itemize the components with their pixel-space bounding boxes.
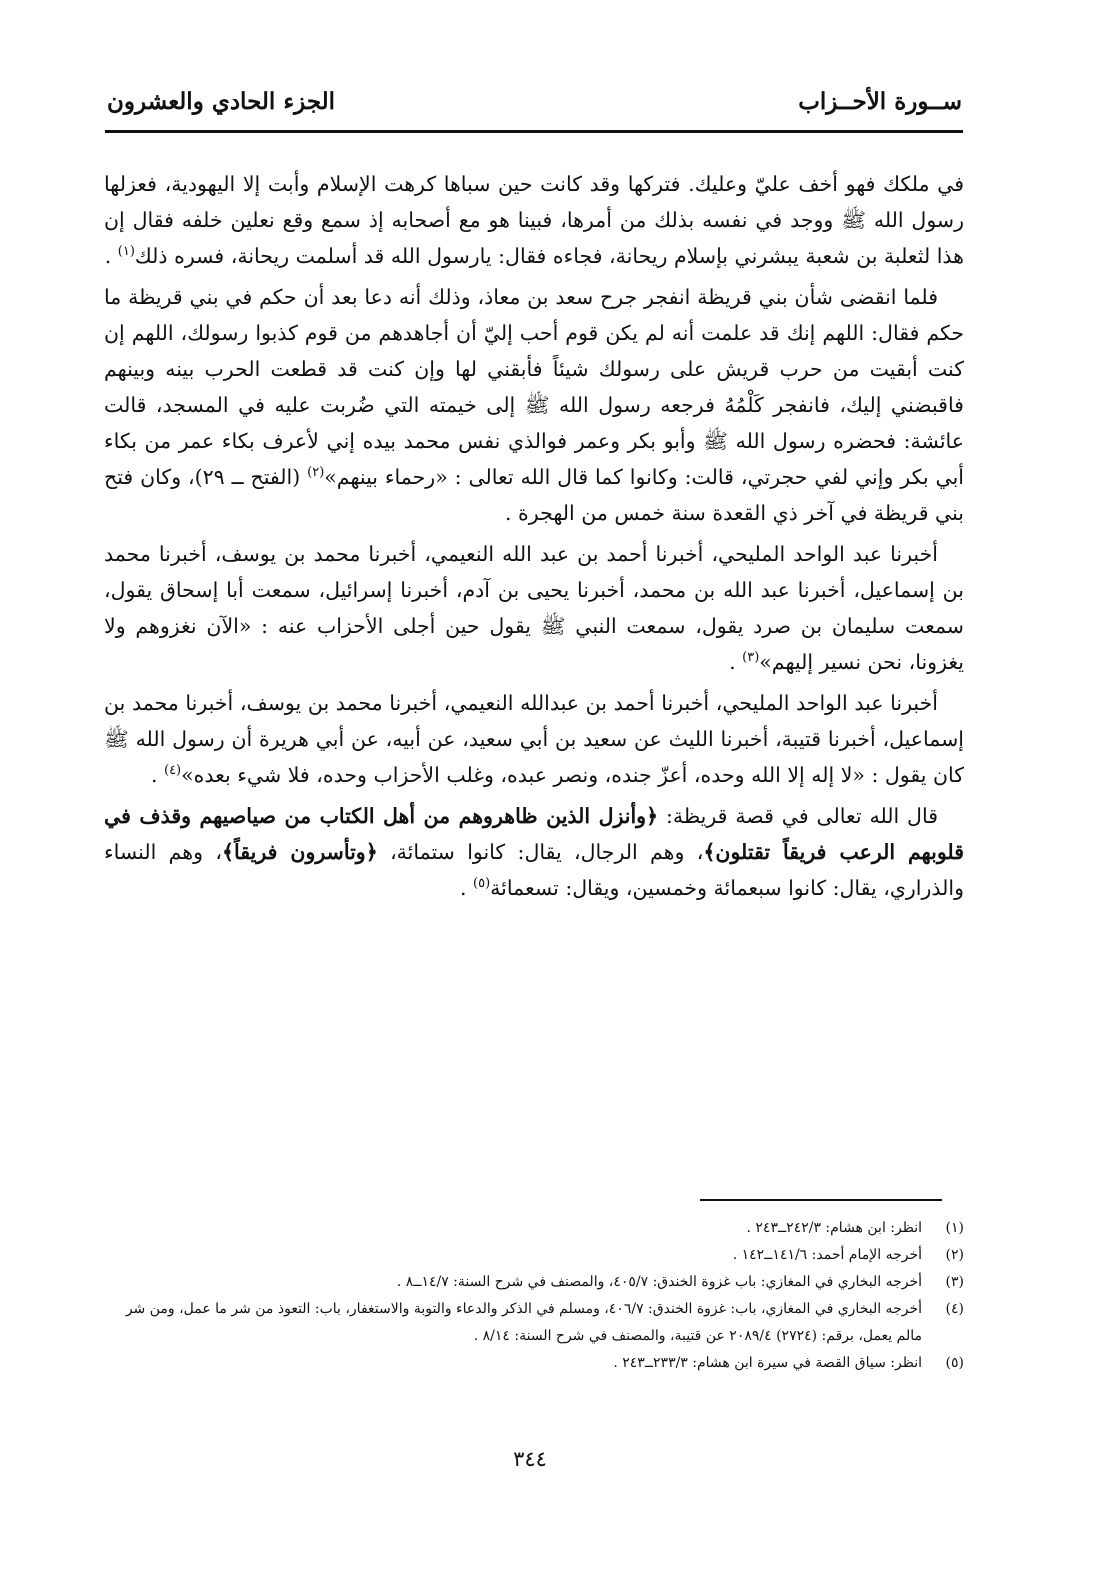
paragraph-3-text: أخبرنا عبد الواحد المليحي، أخبرنا أحمد بن عبد الله النعيمي، أخبرنا محمد بن يوسف، أخبرنا محمد بن إسماعيل، أخبرنا عبد الله بن محمد، أخبرنا يحيى بن آدم، أخبرنا إسرائيل، سمعت أبا إسحاق يقول، سمعت سليمان بن صرد يقول، سمعت النبي ﷺ يقول حين أجلى الأحزاب عنه : «الآن نغزوهم ولا يغزونا، نحن نسير إليهم» <box>104 542 964 674</box>
footnote <box>104 1269 964 1296</box>
footnote-number: (٢) <box>945 1247 964 1263</box>
header-rule <box>105 130 963 133</box>
paragraph-4-text: أخبرنا عبد الواحد المليحي، أخبرنا أحمد بن عبدالله النعيمي، أخبرنا محمد بن يوسف، أخبرنا محمد بن إسماعيل، أخبرنا قتيبة، أخبرنا الليث عن سعيد بن أبي سعيد، عن أبيه، عن أبي هريرة أن رسول الله ﷺ كان يقول : «لا إله إلا الله وحده، أعزّ جنده، ونصر عبده، وغلب الأحزاب وحده، فلا شيء بعده» <box>104 691 964 787</box>
footnote-text: أخرجه البخاري في المغازي: باب غزوة الخندق: ٤٠٥/٧، والمصنف في شرح السنة: ١٤/٧ــ٨ . <box>396 1274 922 1290</box>
paragraph-1-text: في ملكك فهو أخف عليّ وعليك. فتركها وقد كانت حين سباها كرهت الإسلام وأبت إلا اليهودية، فعزلها رسول الله ﷺ ووجد في نفسه بذلك من أمرها، فبينا هو مع أصحابه إذ سمع وقع نعلين خلفه فقال إن هذا لثعلبة بن شعبة يبشرني بإسلام ريحانة، فجاءه فقال: يارسول الله قد أسلمت ريحانة، فسره ذلك <box>104 172 964 268</box>
footnote-number: (٣) <box>945 1274 964 1290</box>
footnote-rule <box>700 1199 942 1201</box>
paragraph-2 <box>104 279 964 531</box>
paragraph-3 <box>104 536 964 680</box>
quran-quote-1: ﴿وأنزل الذين ظاهروهم من أهل الكتاب من صياصيهم وقذف في قلوبهم الرعب فريقاً تقتلون﴾ <box>104 804 965 864</box>
footnote-number: (٥) <box>945 1355 964 1371</box>
footnote-text: أخرجه الإمام أحمد: ١٤١/٦ــ١٤٢ . <box>732 1247 922 1263</box>
paragraph-4-end: . <box>150 763 164 787</box>
footnote-text: انظر: ابن هشام: ٢٤٢/٣ــ٢٤٣ . <box>746 1220 922 1236</box>
surah-title: ســورة الأحــزاب <box>798 87 962 115</box>
paragraph-1 <box>104 166 964 274</box>
footnote <box>104 1296 964 1350</box>
paragraph-3-end: . <box>729 650 743 674</box>
footnotes <box>104 1215 964 1377</box>
paragraph-5-intro: قال الله تعالى في قصة قريظة: <box>658 804 938 828</box>
paragraph-2-end: (الفتح ــ ٢٩)، وكان فتح بني قريظة في آخر ذي القعدة سنة خمس من الهجرة . <box>104 465 964 525</box>
footnote-text: انظر: سياق القصة في سيرة ابن هشام: ٢٣٣/٣ــ٢٤٣ . <box>613 1355 922 1371</box>
paragraph-5 <box>104 798 964 906</box>
footnote-ref-5: (٥) <box>473 876 491 892</box>
footnote-number: (١) <box>945 1220 964 1236</box>
footnote-text: أخرجه البخاري في المغازي، باب: غزوة الخندق: ٤٠٦/٧، ومسلم في الذكر والدعاء والتوبة والاستغفار، باب: التعوذ من شر ما عمل، ومن شر مالم يعمل، برقم: (٢٧٢٤) ٢٠٨٩/٤ عن قتيبة، والمصنف في شرح السنة: ٨/١٤ . <box>125 1301 922 1344</box>
paragraph-4 <box>104 685 964 793</box>
juz-title: الجزء الحادي والعشرون <box>107 87 336 115</box>
paragraph-5-middle: ، وهم الرجال، يقال: كانوا ستمائة، <box>377 840 704 864</box>
footnote-ref-2: (٢) <box>307 465 325 481</box>
page-number: ٣٤٤ <box>513 1447 547 1471</box>
paragraph-5-end: . <box>459 876 474 900</box>
paragraph-1-end: . <box>104 244 118 268</box>
footnote <box>104 1350 964 1377</box>
footnote-ref-4: (٤) <box>163 763 182 779</box>
paragraph-2-text: فلما انقضى شأن بني قريظة انفجر جرح سعد بن معاذ، وذلك أنه دعا بعد أن حكم في بني قريظة ما حكم فقال: اللهم إنك قد علمت أنه لم يكن قوم أحب إليّ أن أجاهدهم من قوم كذبوا رسولك، اللهم إن كنت أبقيت من حرب قريش على رسولك شيئاً فأبقني لها وإن كنت قد قطعت الحرب بينه وبينهم فاقبضني إليك، فانفجر كَلْمُهُ فرجعه رسول الله ﷺ إلى خيمته التي ضُربت عليه في المسجد، قالت عائشة: فحضره رسول الله ﷺ وأبو بكر وعمر فوالذي نفس محمد بيده إني لأعرف بكاء عمر من بكاء أبي بكر وإني لفي حجرتي، قالت: وكانوا كما قال الله تعالى : «رحماء بينهم» <box>104 285 965 489</box>
footnote-ref-1: (١) <box>117 244 135 260</box>
main-text <box>104 166 964 911</box>
page-header <box>107 78 962 124</box>
quran-quote-2: ﴿وتأسرون فريقاً﴾ <box>221 840 378 864</box>
footnote <box>104 1242 964 1269</box>
footnote <box>104 1215 964 1242</box>
footnote-ref-3: (٣) <box>742 650 760 666</box>
footnote-number: (٤) <box>945 1301 964 1317</box>
paragraph-5-tail: ، وهم النساء والذراري، يقال: كانوا سبعمائة وخمسين، ويقال: تسعمائة <box>104 840 964 900</box>
